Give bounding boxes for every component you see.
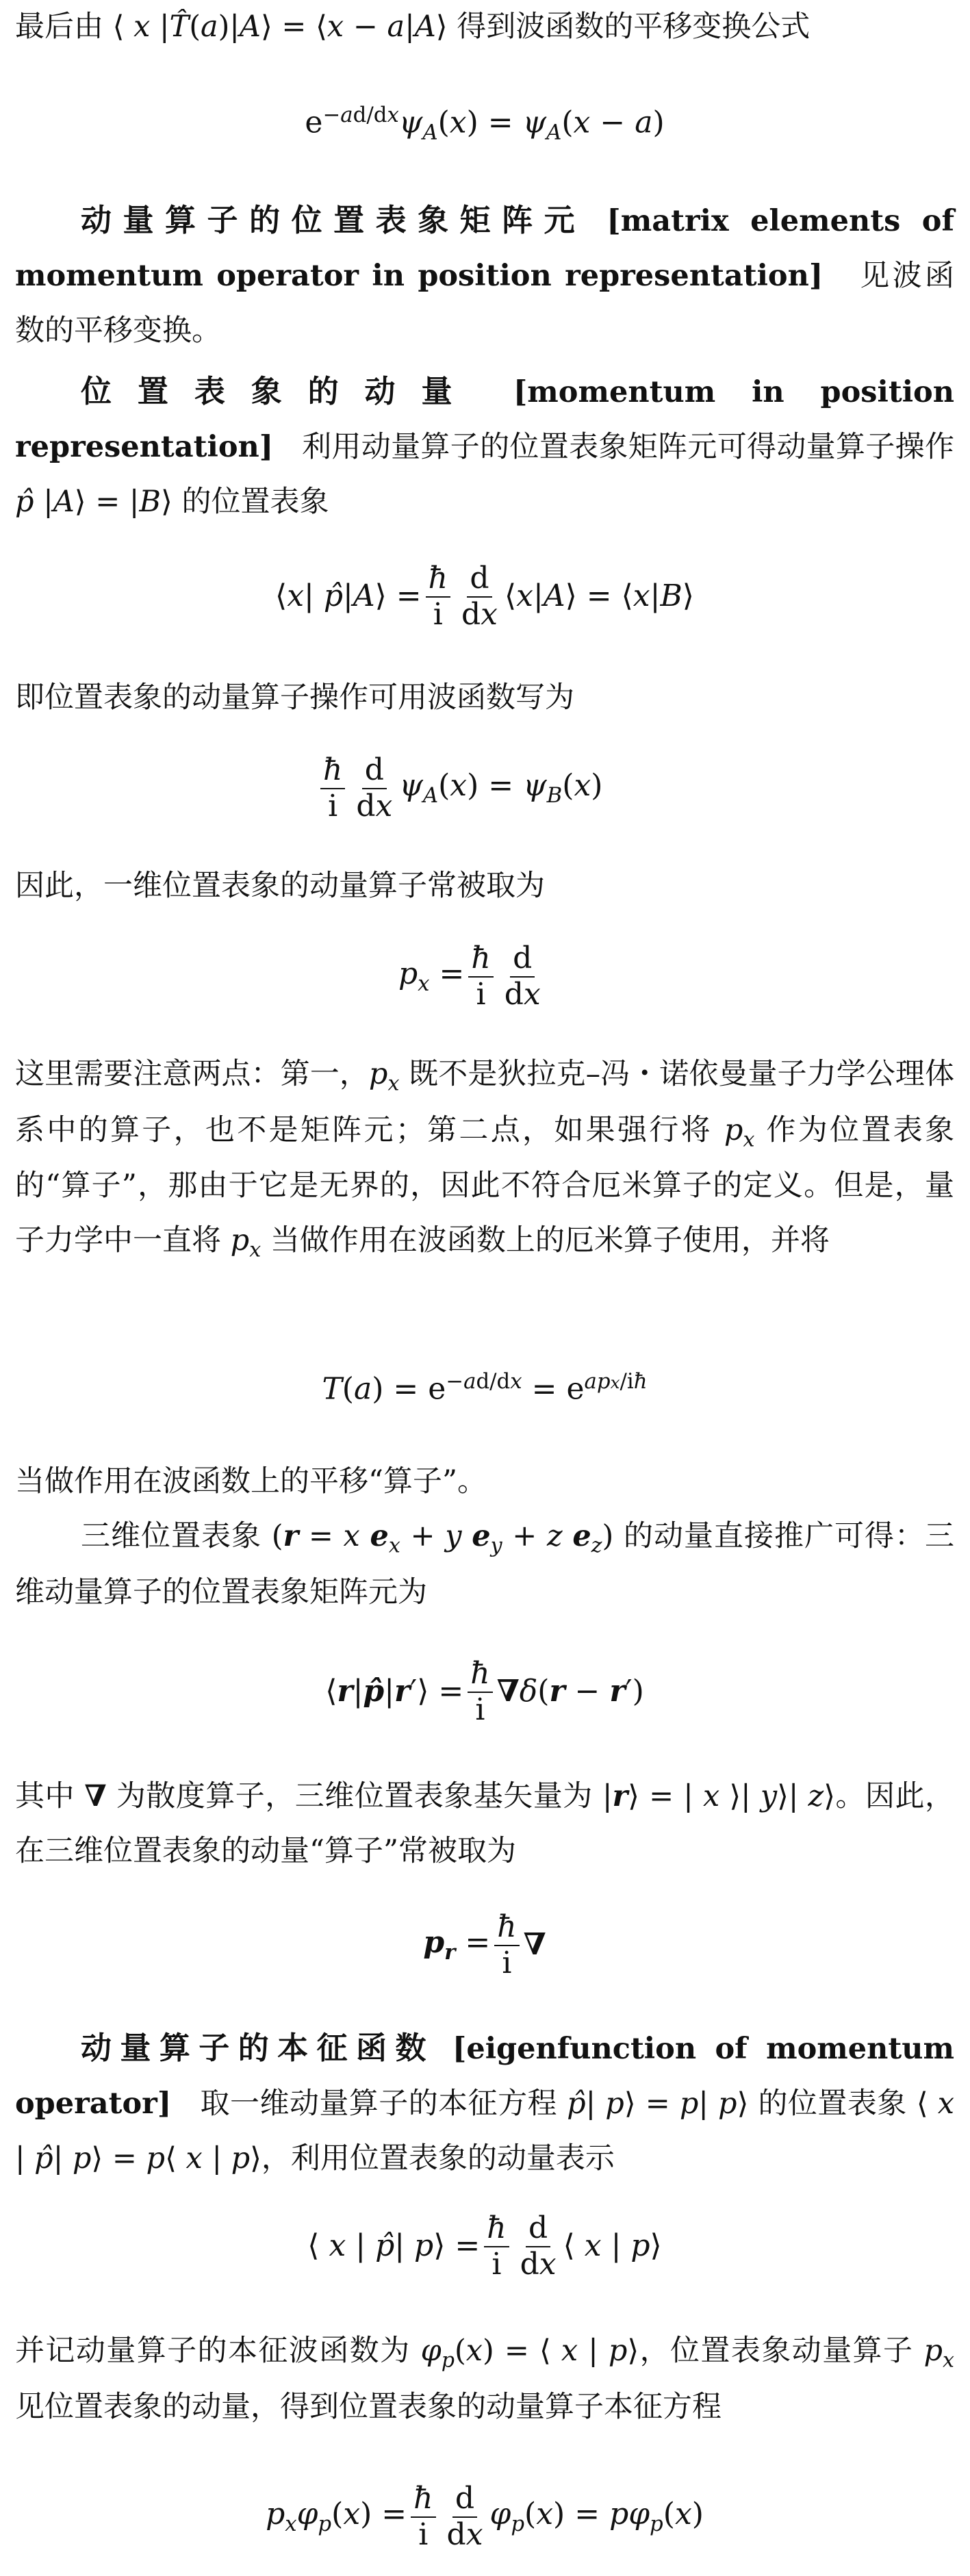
heading-en: [momentum in position representation] [15, 375, 954, 464]
equation-momentum-matrix: ⟨x| p̂|A⟩ = $\frac{ħ}{i}$ $\frac{d}{dx}$ ⟨x|A⟩ = ⟨x|B⟩ [275, 561, 694, 632]
heading-en: [eigenfunction of momentum operator] [15, 2032, 954, 2121]
equation-translation-operator: $T(a) = e^{-ad/dx} = e^{apx/iħ}$ [322, 1369, 648, 1407]
paragraph-8: 其中 ∇ 为散度算子，三维位置表象基矢量为 |r⟩ = | x ⟩| y⟩| z⟩。因此，在三维位置表象的动量“算子”常被取为 [15, 1779, 954, 1868]
paragraph-3: 即位置表象的动量算子操作可用波函数写为 [15, 680, 574, 715]
heading-zh: 动量算子的位置表象矩阵元 [81, 202, 587, 238]
section-eigenfunction: 动量算子的本征函数 [eigenfunction of momentum operator] 取一维动量算子的本征方程 p̂| p⟩ = p| p⟩ 的位置表象 ⟨ x | p̂| p⟩ = p⟨ x | p⟩，利用位置表象的动量表示 [15, 2030, 955, 2176]
heading-zh: 动量算子的本征函数 [81, 2030, 435, 2066]
equation-3d-momentum: $p_r$ = $\frac{ħ}{i}$ ∇ [423, 1909, 546, 1980]
heading-zh: 位置表象的动量 [81, 373, 478, 409]
paragraph-5: 这里需要注意两点：第一，$p_x$ 既不是狄拉克–冯・诺依曼量子力学公理体系中的算子，也不是矩阵元；第二点，如果强行将 $p_x$ 作为位置表象的“算子”，那由于它是无界的，因此不符合厄米算子的定义。但是，量子力学中一直将 $p_x$ 当做作用在波函数上的厄米算子使用，并将 [15, 1057, 955, 1262]
equation-px: $p_x$ = $\frac{ħ}{i}$ $\frac{d}{dx}$ [398, 941, 541, 1012]
equation-wavefunction-op: $\frac{ħ}{i}$ $\frac{d}{dx}$ $\psi_A(x) = \psi_B(x)$ [316, 753, 602, 824]
paragraph-6: 当做作用在波函数上的平移“算子”。 [15, 1464, 487, 1499]
equation-3d-matrix: ⟨r|p̂|r′⟩ = $\frac{ħ}{i}$ ∇δ(r − r′) [325, 1656, 644, 1727]
section-matrix-elements [15, 192, 954, 359]
heading-en: [matrix elements of momentum operator in position representation] [15, 204, 954, 293]
equation-eigen-equation: $p_x\varphi_p(x)$ = $\frac{ħ}{i}$ $\frac{d}{dx}$ $\varphi_p(x) = p\varphi_p(x)$ [266, 2481, 704, 2552]
heading-tail: 见波函数的平移变换。 [15, 258, 954, 348]
equation-eigen-position: ⟨ x | p̂| p⟩ = $\frac{ħ}{i}$ $\frac{d}{dx}$ ⟨ x | p⟩ [307, 2210, 662, 2282]
equation-translation: $e^{-ad/dx}\psi_A(x) = \psi_A(x - a)$ [305, 103, 665, 145]
paragraph-4: 因此，一维位置表象的动量算子常被取为 [15, 869, 545, 903]
paragraph-7: 三维位置表象 (r = x $e_x + y$ $e_y + z$ $e_z$) 的动量直接推广可得：三维动量算子的位置表象矩阵元为 [15, 1519, 955, 1609]
paragraph-1: 最后由 ⟨ x |T̂(a)|A⟩ = ⟨x − a|A⟩ 得到波函数的平移变换公式 [15, 10, 811, 44]
paragraph-9: 并记动量算子的本征波函数为 $\varphi_p(x)$ = ⟨ x | p⟩，位置表象动量算子 $p_x$ 见位置表象的动量，得到位置表象的动量算子本征方程 [15, 2334, 954, 2424]
section-momentum-position: 位置表象的动量 [momentum in position representation] 利用动量算子的位置表象矩阵元可得动量算子操作 p̂ |A⟩ = |B⟩ 的位置表象 [15, 373, 954, 519]
